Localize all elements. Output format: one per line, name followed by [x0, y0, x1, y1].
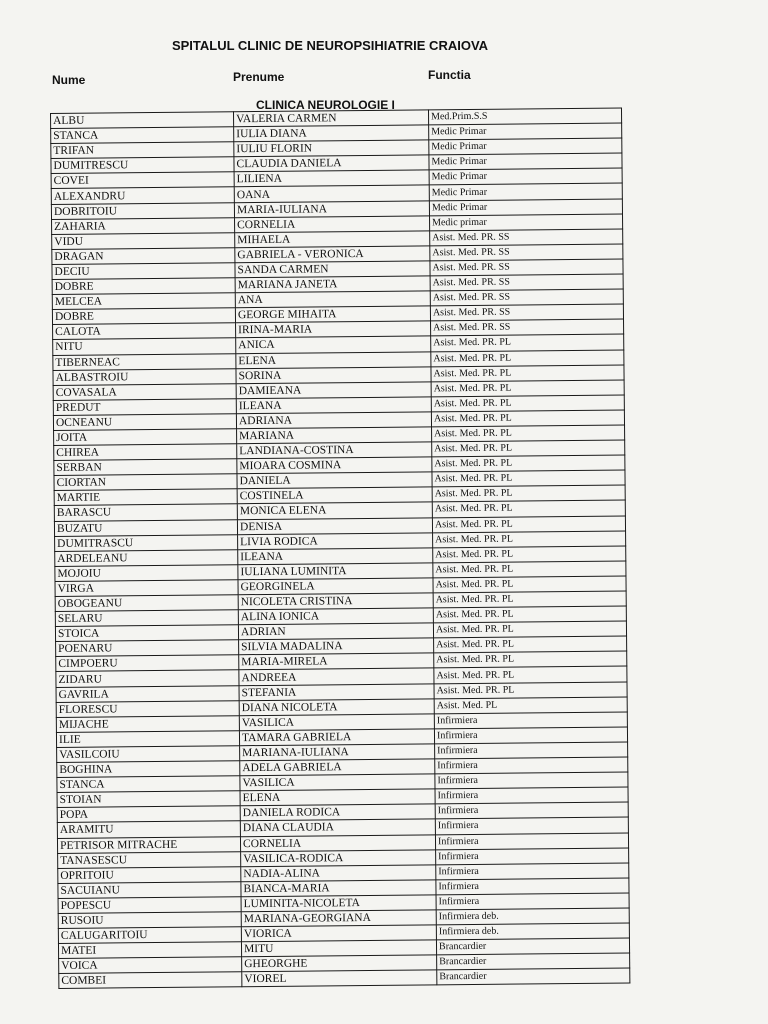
cell-functia: Asist. Med. PR. PL [434, 651, 627, 668]
cell-functia: Asist. Med. PR. PL [433, 546, 626, 563]
cell-nume: CHIREA [54, 444, 237, 461]
cell-nume: STOIAN [57, 791, 240, 808]
cell-nume: TRIFAN [51, 142, 234, 159]
cell-prenume: SILVIA MADALINA [239, 638, 434, 655]
cell-functia: Infirmiera [434, 727, 627, 744]
cell-functia: Asist. Med. PR. PL [432, 440, 625, 457]
cell-functia: Infirmiera [436, 893, 629, 910]
cell-nume: MATEI [58, 942, 241, 959]
staff-table-container [50, 108, 630, 998]
cell-prenume: DANIELA RODICA [240, 804, 435, 821]
cell-prenume: DAMIEANA [236, 382, 431, 399]
cell-functia: Infirmiera [435, 802, 628, 819]
cell-prenume: MARIANA-IULIANA [240, 744, 435, 761]
cell-nume: DOBRITOIU [51, 202, 234, 219]
cell-prenume: STEFANIA [239, 683, 434, 700]
cell-prenume: LUMINITA-NICOLETA [241, 895, 436, 912]
cell-nume: FLORESCU [56, 700, 239, 717]
cell-functia: Infirmiera [435, 787, 628, 804]
cell-functia: Brancardier [436, 938, 629, 955]
cell-prenume: DIANA NICOLETA [239, 698, 434, 715]
cell-prenume: NADIA-ALINA [241, 865, 436, 882]
cell-functia: Medic Primar [429, 153, 622, 170]
cell-nume: OBOGEANU [55, 595, 238, 612]
cell-functia: Asist. Med. PR. PL [433, 576, 626, 593]
cell-prenume: LILIENA [234, 170, 429, 187]
cell-nume: CIMPOERU [56, 655, 239, 672]
cell-nume: DOBRE [52, 278, 235, 295]
cell-nume: COVEI [51, 172, 234, 189]
cell-functia: Medic Primar [429, 123, 622, 140]
cell-prenume: SORINA [236, 366, 431, 383]
cell-nume: ALEXANDRU [51, 187, 234, 204]
cell-prenume: ANICA [236, 336, 431, 353]
cell-functia: Infirmiera [435, 757, 628, 774]
cell-nume: STANCA [57, 776, 240, 793]
cell-functia: Asist. Med. PR. PL [431, 365, 624, 382]
cell-nume: VASILCOIU [57, 746, 240, 763]
cell-prenume: ADRIAN [238, 623, 433, 640]
cell-nume: VOICA [59, 957, 242, 974]
cell-functia: Asist. Med. PR. PL [431, 334, 624, 351]
cell-prenume: GHEORGHE [242, 955, 437, 972]
cell-functia: Med.Prim.S.S [428, 108, 621, 125]
cell-prenume: ADRIANA [236, 412, 431, 429]
cell-functia: Asist. Med. PR. PL [434, 682, 627, 699]
cell-nume: PETRISOR MITRACHE [57, 836, 240, 853]
cell-prenume: CLAUDIA DANIELA [234, 155, 429, 172]
cell-prenume: MIHAELA [235, 231, 430, 248]
cell-nume: COMBEI [59, 972, 242, 989]
cell-functia: Infirmiera deb. [436, 923, 629, 940]
cell-nume: ALBU [51, 112, 234, 129]
cell-nume: OPRITOIU [58, 866, 241, 883]
cell-functia: Asist. Med. PR. PL [431, 380, 624, 397]
cell-nume: PREDUT [53, 399, 236, 416]
cell-functia: Infirmiera [436, 848, 629, 865]
cell-nume: SACUIANU [58, 881, 241, 898]
cell-functia: Medic Primar [429, 199, 622, 216]
cell-prenume: MONICA ELENA [237, 502, 432, 519]
cell-prenume: MARIANA [237, 427, 432, 444]
cell-prenume: ILEANA [238, 548, 433, 565]
cell-nume: DRAGAN [52, 248, 235, 265]
cell-functia: Brancardier [437, 968, 630, 985]
cell-prenume: GEORGINELA [238, 578, 433, 595]
cell-prenume: IULIU FLORIN [234, 140, 429, 157]
cell-nume: ARAMITU [57, 821, 240, 838]
cell-functia: Asist. Med. PR. PL [433, 606, 626, 623]
cell-prenume: DIANA CLAUDIA [240, 819, 435, 836]
cell-functia: Infirmiera [435, 742, 628, 759]
cell-functia: Asist. Med. PR. PL [434, 666, 627, 683]
cell-nume: POPESCU [58, 897, 241, 914]
cell-prenume: OANA [234, 185, 429, 202]
cell-functia: Asist. Med. PR. PL [432, 470, 625, 487]
cell-nume: BUZATU [54, 519, 237, 536]
cell-functia: Infirmiera [436, 863, 629, 880]
cell-nume: SELARU [55, 610, 238, 627]
column-header-prenume: Prenume [233, 70, 285, 84]
cell-prenume: ALINA IONICA [238, 608, 433, 625]
column-header-functia: Functia [428, 68, 471, 82]
cell-nume: POENARU [56, 640, 239, 657]
cell-nume: OCNEANU [53, 414, 236, 431]
cell-functia: Infirmiera [435, 772, 628, 789]
cell-functia: Asist. Med. PR. SS [430, 229, 623, 246]
cell-prenume: GEORGE MIHAITA [235, 306, 430, 323]
cell-functia: Asist. Med. PR. PL [432, 516, 625, 533]
cell-nume: VIDU [52, 232, 235, 249]
cell-prenume: ANA [235, 291, 430, 308]
cell-functia: Asist. Med. PR. SS [431, 319, 624, 336]
cell-prenume: DANIELA [237, 472, 432, 489]
cell-nume: STOICA [55, 625, 238, 642]
cell-prenume: ADELA GABRIELA [240, 759, 435, 776]
cell-nume: DUMITRASCU [55, 534, 238, 551]
cell-nume: DUMITRESCU [51, 157, 234, 174]
cell-prenume: CORNELIA [235, 216, 430, 233]
cell-functia: Asist. Med. PR. PL [432, 425, 625, 442]
cell-functia: Asist. Med. PL [434, 697, 627, 714]
cell-prenume: VIORICA [241, 925, 436, 942]
cell-prenume: SANDA CARMEN [235, 261, 430, 278]
cell-prenume: IRINA-MARIA [236, 321, 431, 338]
cell-prenume: MIOARA COSMINA [237, 457, 432, 474]
cell-prenume: MARIA-MIRELA [239, 653, 434, 670]
cell-nume: MARTIE [54, 489, 237, 506]
cell-prenume: VALERIA CARMEN [233, 110, 428, 127]
cell-nume: CIORTAN [54, 474, 237, 491]
cell-nume: MOJOIU [55, 565, 238, 582]
cell-functia: Asist. Med. PR. PL [433, 621, 626, 638]
cell-functia: Asist. Med. PR. PL [433, 531, 626, 548]
cell-nume: MELCEA [52, 293, 235, 310]
cell-nume: SERBAN [54, 459, 237, 476]
cell-prenume: MITU [241, 940, 436, 957]
cell-prenume: ILEANA [236, 397, 431, 414]
cell-functia: Asist. Med. PR. PL [432, 500, 625, 517]
cell-prenume: NICOLETA CRISTINA [238, 593, 433, 610]
cell-functia: Medic Primar [429, 183, 622, 200]
cell-functia: Medic Primar [429, 168, 622, 185]
cell-prenume: LANDIANA-COSTINA [237, 442, 432, 459]
cell-functia: Asist. Med. PR. PL [432, 485, 625, 502]
cell-prenume: VASILICA-RODICA [241, 849, 436, 866]
cell-functia: Asist. Med. PR. PL [432, 455, 625, 472]
cell-nume: TANASESCU [58, 851, 241, 868]
cell-prenume: BIANCA-MARIA [241, 880, 436, 897]
cell-nume: CALOTA [53, 323, 236, 340]
cell-prenume: ELENA [240, 789, 435, 806]
cell-prenume: VASILICA [239, 714, 434, 731]
section-title: CLINICA NEUROLOGIE I [256, 98, 395, 112]
page-title: SPITALUL CLINIC DE NEUROPSIHIATRIE CRAIOVA [171, 38, 489, 53]
cell-nume: ILIE [56, 731, 239, 748]
cell-functia: Asist. Med. PR. SS [430, 289, 623, 306]
cell-prenume: TAMARA GABRIELA [239, 729, 434, 746]
cell-functia: Asist. Med. PR. PL [434, 636, 627, 653]
cell-nume: COVASALA [53, 383, 236, 400]
cell-nume: TIBERNEAC [53, 353, 236, 370]
cell-nume: POPA [57, 806, 240, 823]
cell-functia: Asist. Med. PR. SS [430, 259, 623, 276]
cell-prenume: DENISA [237, 517, 432, 534]
cell-nume: DOBRE [52, 308, 235, 325]
cell-functia: Asist. Med. PR. PL [433, 591, 626, 608]
cell-functia: Infirmiera [435, 832, 628, 849]
cell-functia: Infirmiera [435, 817, 628, 834]
cell-functia: Asist. Med. PR. PL [433, 561, 626, 578]
cell-prenume: IULIANA LUMINITA [238, 563, 433, 580]
cell-prenume: IULIA DIANA [234, 125, 429, 142]
cell-nume: BOGHINA [57, 761, 240, 778]
cell-functia: Asist. Med. PR. PL [431, 395, 624, 412]
cell-prenume: ANDREEA [239, 668, 434, 685]
cell-nume: RUSOIU [58, 912, 241, 929]
cell-prenume: ELENA [236, 351, 431, 368]
cell-nume: ARDELEANU [55, 549, 238, 566]
cell-nume: BARASCU [54, 504, 237, 521]
cell-nume: MIJACHE [56, 715, 239, 732]
cell-functia: Infirmiera [434, 712, 627, 729]
cell-nume: ZIDARU [56, 670, 239, 687]
cell-nume: VIRGA [55, 580, 238, 597]
cell-functia: Asist. Med. PR. SS [430, 244, 623, 261]
cell-prenume: MARIA-IULIANA [234, 200, 429, 217]
cell-nume: DECIU [52, 263, 235, 280]
cell-prenume: CORNELIA [240, 834, 435, 851]
column-header-nume: Nume [52, 73, 86, 87]
cell-prenume: LIVIA RODICA [238, 532, 433, 549]
cell-functia: Asist. Med. PR. PL [431, 350, 624, 367]
cell-nume: ZAHARIA [52, 217, 235, 234]
cell-functia: Medic primar [430, 214, 623, 231]
cell-functia: Infirmiera deb. [436, 908, 629, 925]
cell-prenume: VASILICA [240, 774, 435, 791]
cell-prenume: GABRIELA - VERONICA [235, 246, 430, 263]
cell-functia: Brancardier [437, 953, 630, 970]
cell-nume: JOITA [54, 429, 237, 446]
cell-nume: GAVRILA [56, 685, 239, 702]
cell-prenume: MARIANA-GEORGIANA [241, 910, 436, 927]
cell-functia: Asist. Med. PR. SS [430, 304, 623, 321]
cell-prenume: MARIANA JANETA [235, 276, 430, 293]
cell-functia: Infirmiera [436, 878, 629, 895]
cell-prenume: VIOREL [242, 970, 437, 987]
cell-functia: Asist. Med. PR. SS [430, 274, 623, 291]
cell-functia: Asist. Med. PR. PL [431, 410, 624, 427]
cell-nume: NITU [53, 338, 236, 355]
cell-nume: STANCA [51, 127, 234, 144]
cell-nume: ALBASTROIU [53, 368, 236, 385]
cell-functia: Medic Primar [429, 138, 622, 155]
cell-nume: CALUGARITOIU [58, 927, 241, 944]
staff-table [50, 108, 630, 990]
cell-prenume: COSTINELA [237, 487, 432, 504]
